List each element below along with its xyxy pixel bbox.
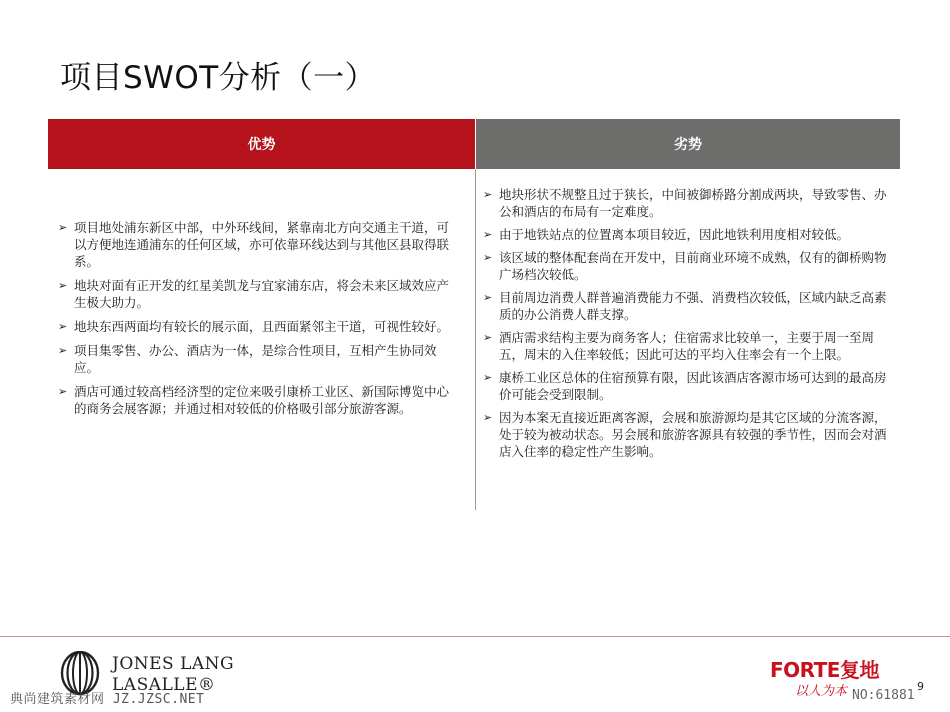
arrow-bullet-icon: ➢ [58,385,68,398]
strength-item [58,219,460,270]
jll-wordmark-line1: JONES LANG [112,654,235,674]
weakness-item-text: 该区域的整体配套尚在开发中，目前商业环境不成熟，仅有的御桥购物广场档次较低。 [499,250,887,282]
arrow-bullet-icon: ➢ [483,291,493,304]
weakness-item [483,329,898,363]
arrow-bullet-icon: ➢ [483,331,493,344]
strength-item-text: 项目地处浦东新区中部，中外环线间，紧靠南北方向交通主干道，可以方便地连通浦东的任何区域，亦可依靠环线达到与其他区县取得联系。 [74,220,450,269]
weakness-item-text: 由于地铁站点的位置离本项目较近，因此地铁利用度相对较低。 [499,227,850,242]
arrow-bullet-icon: ➢ [483,188,493,201]
strength-item [58,277,460,311]
strength-item-text: 酒店可通过较高档经济型的定位来吸引康桥工业区、新国际博览中心的商务会展客源；并通过相对较低的价格吸引部分旅游客源。 [74,384,450,416]
strength-item-text: 地块对面有正开发的红星美凯龙与宜家浦东店，将会未来区域效应产生极大助力。 [74,278,450,310]
weaknesses-list [483,186,898,466]
weakness-item [483,249,898,283]
strength-item [58,318,460,335]
weakness-item-text: 因为本案无直接近距离客源，会展和旅游源均是其它区域的分流客源，处于较为被动状态。另会展和旅游客源具有较强的季节性，因而会对酒店入住率的稳定性产生影响。 [499,410,887,459]
strength-item [58,342,460,376]
strengths-list [58,219,460,424]
weakness-item [483,289,898,323]
arrow-bullet-icon: ➢ [58,221,68,234]
arrow-bullet-icon: ➢ [483,371,493,384]
strength-item-text: 地块东西两面均有较长的展示面，且西面紧邻主干道，可视性较好。 [74,319,450,334]
weakness-item-text: 酒店需求结构主要为商务客人；住宿需求比较单一，主要于周一至周五，周末的入住率较低；因此可达的平均入住率会有一个上限。 [499,330,875,362]
weakness-item-text: 地块形状不规整且过于狭长，中间被御桥路分割成两块，导致零售、办公和酒店的布局有一定难度。 [499,187,887,219]
page-title: 项目SWOT分析（一） [60,60,377,96]
strength-item [58,383,460,417]
arrow-bullet-icon: ➢ [58,320,68,333]
jll-wordmark-line2: LASALLE® [112,675,216,695]
strength-item-text: 项目集零售、办公、酒店为一体，是综合性项目，互相产生协同效应。 [74,343,437,375]
arrow-bullet-icon: ➢ [483,228,493,241]
weakness-item [483,186,898,220]
page-number: 9 [917,680,924,693]
weaknesses-header: 劣势 [476,119,900,169]
weakness-item-text: 目前周边消费人群普遍消费能力不强、消费档次较低，区域内缺乏高素质的办公消费人群支撑。 [499,290,887,322]
arrow-bullet-icon: ➢ [58,344,68,357]
arrow-bullet-icon: ➢ [483,251,493,264]
footer-divider [0,636,950,637]
forte-slogan: 以人为本 [795,684,848,699]
column-divider [475,169,476,510]
watermark-left: 典尚建筑素材网 JZ.JZSC.NET [10,692,205,707]
weakness-item [483,409,898,460]
weakness-item [483,369,898,403]
forte-logo: FORTE复地 [770,658,879,682]
weakness-item [483,226,898,243]
arrow-bullet-icon: ➢ [58,279,68,292]
watermark-right: NO:61881 [852,688,915,703]
weakness-item-text: 康桥工业区总体的住宿预算有限，因此该酒店客源市场可达到的最高房价可能会受到限制。 [499,370,887,402]
strengths-header: 优势 [48,119,475,169]
arrow-bullet-icon: ➢ [483,411,493,424]
